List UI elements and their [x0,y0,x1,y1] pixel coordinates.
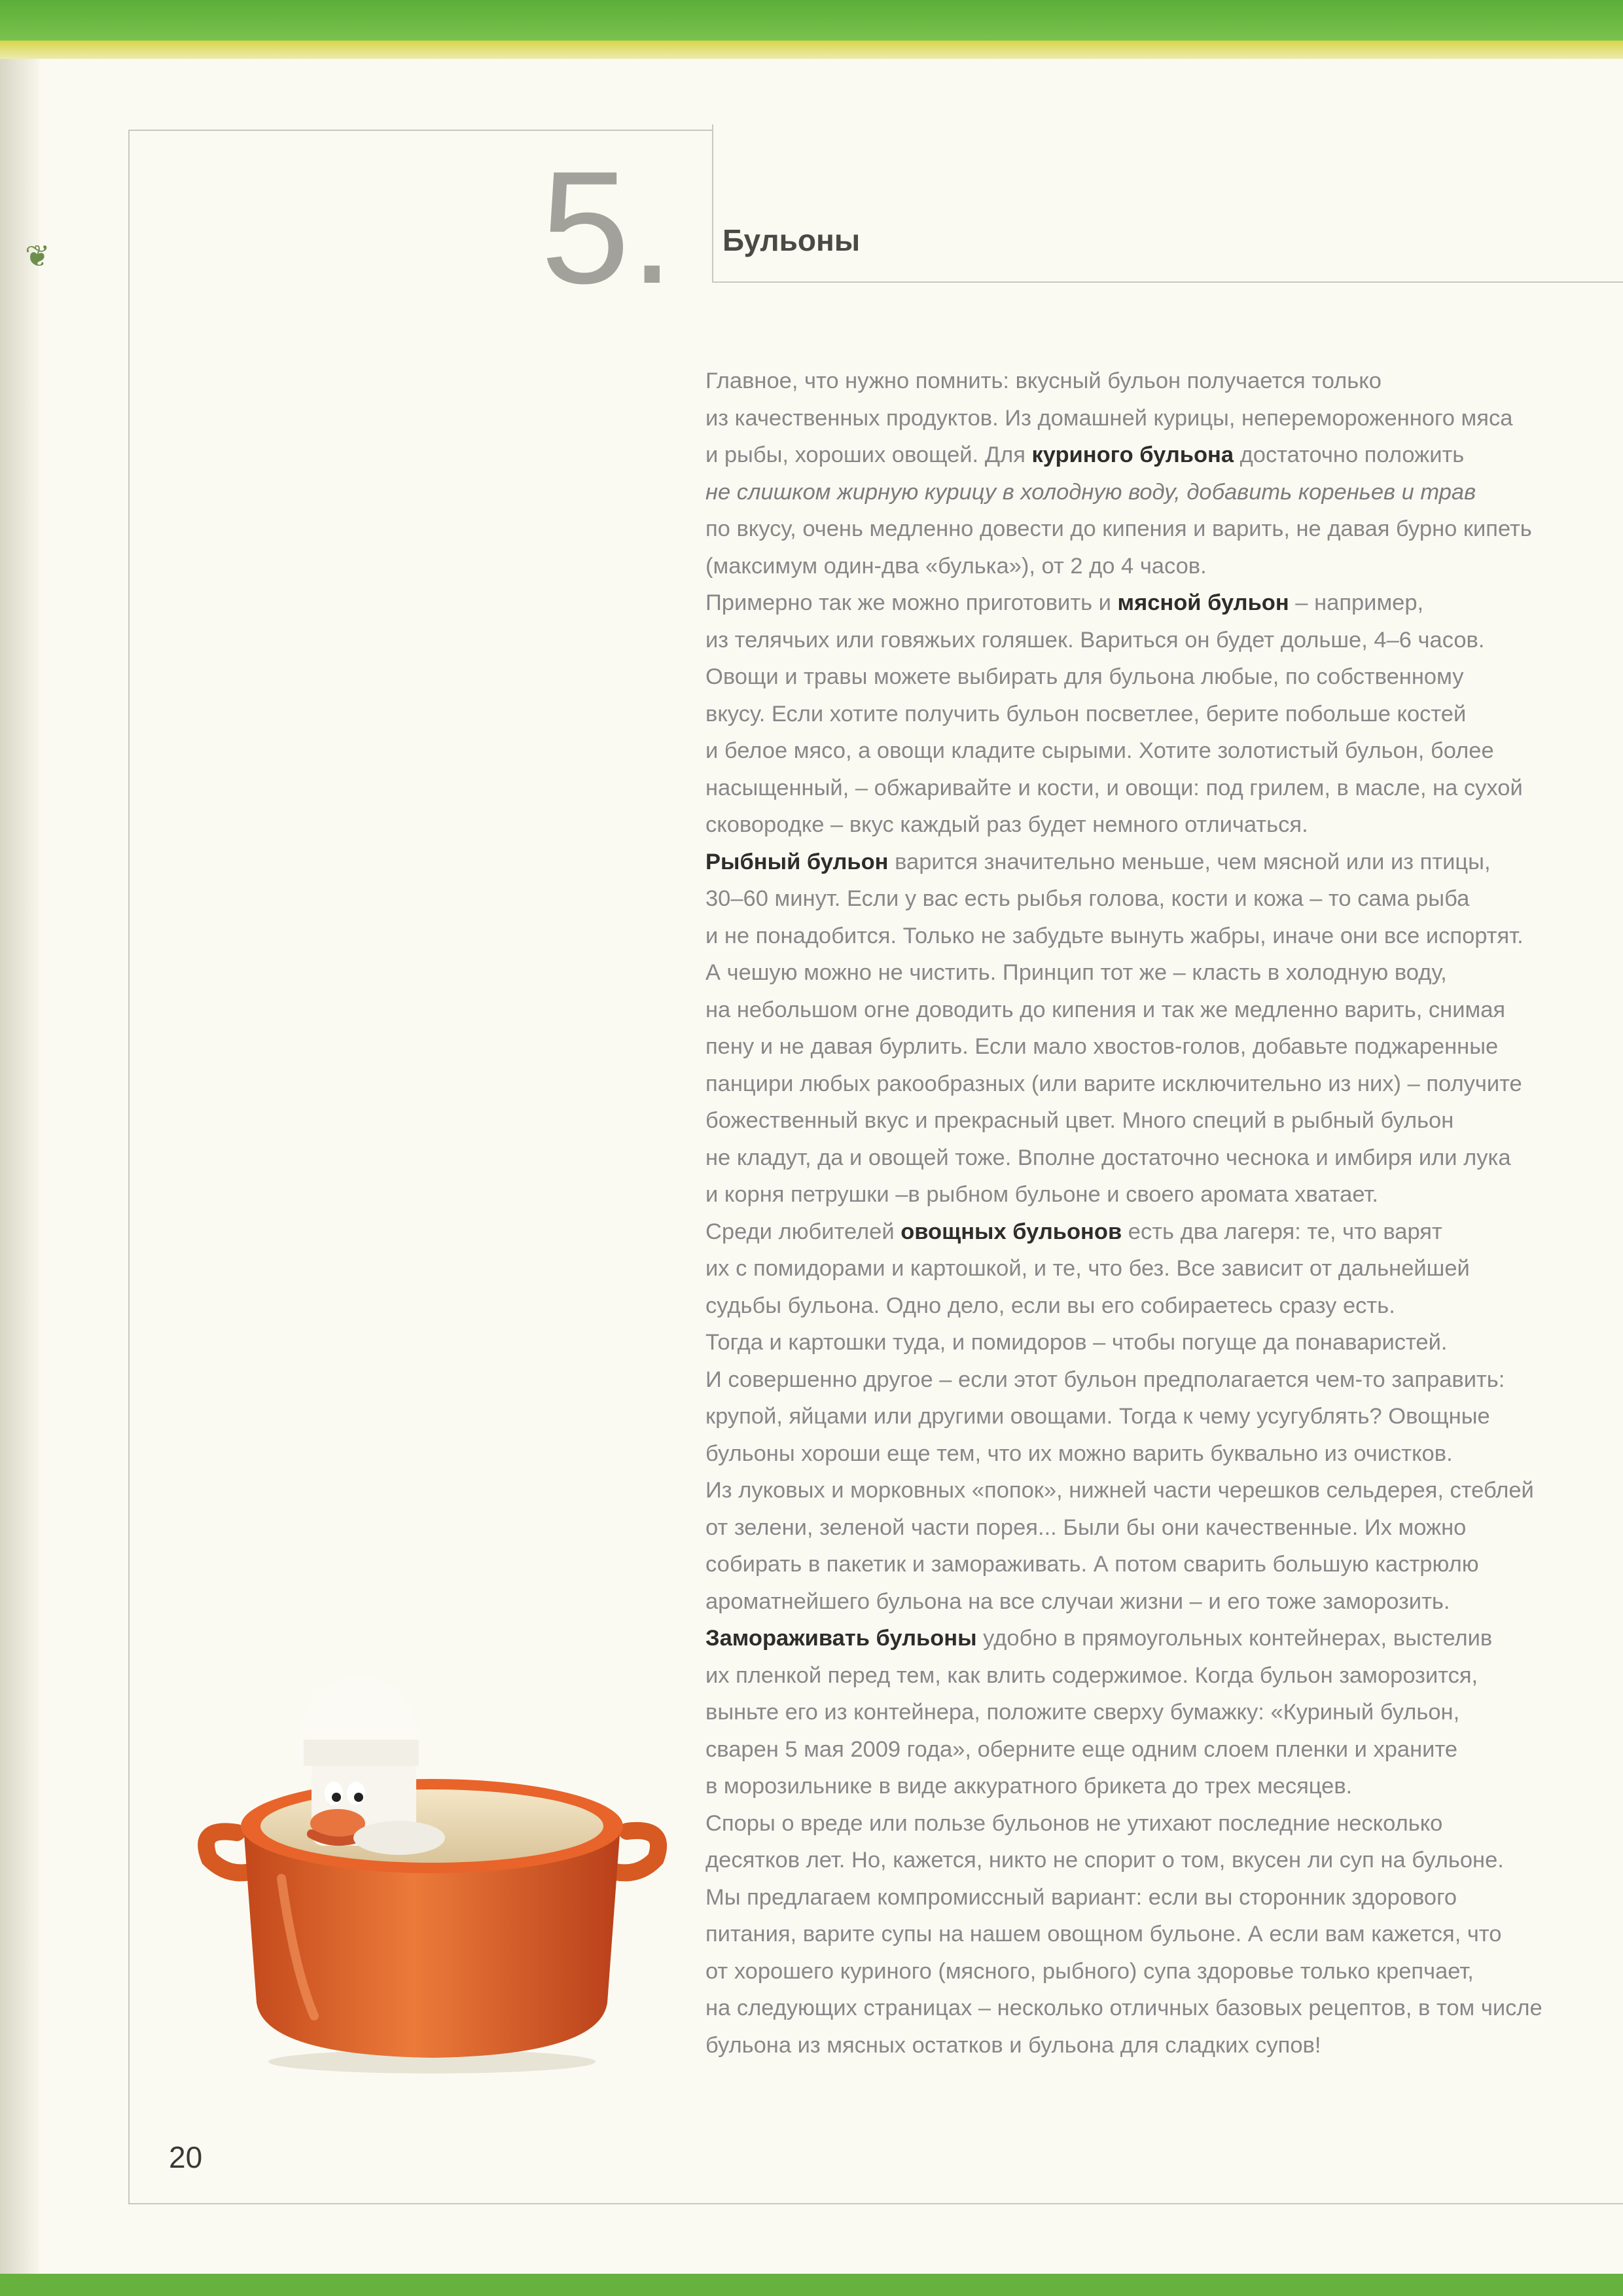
text-segment: Мы предлагаем компромиссный вариант: если вы сторонник здорового [705,1884,1457,1910]
chapter-title: Бульоны [722,223,861,257]
text-segment: по вкусу, очень медленно довести до кипения и варить, не давая бурно кипеть [705,516,1532,541]
text-line [705,1509,1615,1547]
cooking-pot-with-chef-icon [183,1662,681,2081]
text-segment: овощных бульонов [901,1219,1122,1244]
text-segment: крупой, яйцами или другими овощами. Тогда к чему усугублять? Овощные [705,1404,1490,1429]
text-line [705,1398,1615,1435]
text-segment: десятков лет. Но, кажется, никто не спорит о том, вкусен ли суп на бульоне. [705,1848,1504,1873]
chapter-number: 5. [541,137,675,317]
text-line [705,1657,1615,1695]
text-line [705,1990,1615,2027]
text-line [705,511,1615,548]
text-segment: Замораживать бульоны [705,1626,977,1651]
text-segment: Главное, что нужно помнить: вкусный бульон получается только [705,368,1382,393]
text-segment: питания, варите супы на нашем овощном бульоне. А если вам кажется, что [705,1922,1502,1946]
text-line [705,1879,1615,1916]
text-segment: удобно в прямоугольных контейнерах, выстелив [976,1626,1493,1651]
text-line [705,400,1615,437]
cover-edge-bottom [0,2274,1623,2296]
text-line [705,1731,1615,1768]
text-segment: Тогда и картошки туда, и помидоров – чтобы погуще да понаваристей. [705,1330,1448,1355]
text-segment: мясной бульон [1117,590,1289,615]
text-line [705,1472,1615,1509]
text-segment: от хорошего куриного (мясного, рыбного) супа здоровье только крепчает, [705,1958,1474,1984]
text-line [705,880,1615,918]
text-segment: панцири любых ракообразных (или варите исключительно из них) – получите [705,1071,1522,1096]
text-segment: не слишком жирную курицу в холодную воду, добавить кореньев и трав [705,479,1476,505]
text-line [705,1768,1615,1805]
text-segment: и белое мясо, а овощи кладите сырыми. Хотите золотистый бульон, более [705,738,1494,763]
text-segment: И совершенно другое – если этот бульон предполагается чем-то заправить: [705,1367,1505,1392]
text-segment: на следующих страницах – несколько отличных базовых рецептов, в том числе [705,1996,1543,2020]
text-segment: – например, [1289,590,1424,615]
text-segment: бульона из мясных остатков и бульона для сладких супов! [705,2032,1321,2058]
text-line [705,1361,1615,1399]
text-line [705,584,1615,622]
text-line [705,1805,1615,1842]
text-segment: и рыбы, хороших овощей. Для [705,442,1032,467]
text-segment: А чешую можно не чистить. Принцип тот же – класть в холодную воду, [705,960,1447,985]
text-segment: их пленкой перед тем, как влить содержимое. Когда бульон заморозится, [705,1662,1478,1688]
text-line [705,1916,1615,1953]
text-segment: достаточно положить [1234,442,1465,467]
text-segment: на небольшом огне доводить до кипения и так же медленно варить, снимая [705,997,1506,1022]
text-segment: есть два лагеря: те, что варят [1122,1219,1442,1244]
text-line [705,1102,1615,1139]
text-segment: Из луковых и морковных «попок», нижней части черешков сельдерея, стеблей [705,1478,1534,1503]
text-line [705,696,1615,733]
text-line [705,918,1615,955]
text-segment: Среди любителей [705,1219,901,1244]
text-line [705,1066,1615,1103]
book-spine [0,59,39,2274]
text-segment: сковородке – вкус каждый раз будет немного отличаться. [705,812,1308,837]
text-segment: пену и не давая бурлить. Если мало хвостов-голов, добавьте поджаренные [705,1034,1499,1059]
text-line [705,732,1615,770]
text-segment: Споры о вреде или пользе бульонов не утихают последние несколько [705,1810,1443,1836]
page-edge-top [0,41,1623,59]
text-line [705,1139,1615,1177]
text-segment: не кладут, да и овощей тоже. Вполне достаточно чеснока и имбиря или лука [705,1145,1511,1170]
text-line [705,1546,1615,1583]
text-line [705,1176,1615,1213]
text-line [705,1287,1615,1325]
text-segment: варится значительно меньше, чем мясной или из птицы, [888,849,1491,874]
text-segment: Примерно так же можно приготовить и [705,590,1118,615]
text-segment: из телячьих или говяжьих голяшек. Вариться он будет дольше, 4–6 часов. [705,627,1485,653]
text-line [705,1694,1615,1731]
text-line [705,844,1615,881]
text-segment: насыщенный, – обжаривайте и кости, и овощи: под грилем, в масле, на сухой [705,775,1523,800]
text-segment: выньте его из контейнера, положите сверху бумажку: «Куриный бульон, [705,1700,1460,1725]
text-segment: и не понадобится. Только не забудьте вынуть жабры, иначе они все испортят. [705,923,1524,948]
text-segment: Овощи и травы можете выбирать для бульона любые, по собственному [705,664,1464,689]
text-line [705,770,1615,807]
text-line [705,1583,1615,1621]
text-line [705,437,1615,474]
text-line [705,2027,1615,2064]
text-line [705,658,1615,696]
text-line [705,363,1615,400]
text-line [705,1028,1615,1066]
text-line [705,548,1615,585]
text-line [705,1324,1615,1361]
text-line [705,1620,1615,1657]
text-segment: ароматнейшего бульона на все случаи жизни – и его тоже заморозить. [705,1588,1450,1614]
text-segment: судьбы бульона. Одно дело, если вы его собираетесь сразу есть. [705,1293,1395,1318]
text-segment: вкусу. Если хотите получить бульон посветлее, берите побольше костей [705,701,1467,726]
cover-edge-top [0,0,1623,41]
leaf-icon: ❦ [25,239,50,273]
text-segment: сварен 5 мая 2009 года», оберните еще одним слоем пленки и храните [705,1736,1458,1762]
text-line [705,474,1615,511]
text-segment: 30–60 минут. Если у вас есть рыбья голова, кости и кожа – то сама рыба [705,886,1470,911]
text-segment: куриного бульона [1031,442,1234,467]
text-segment: Рыбный бульон [705,849,889,874]
text-line [705,622,1615,659]
text-segment: божественный вкус и прекрасный цвет. Много специй в рыбный бульон [705,1108,1454,1133]
text-segment: бульоны хороши еще тем, что их можно варить буквально из очистков. [705,1441,1453,1466]
text-line [705,806,1615,844]
text-segment: их с помидорами и картошкой, и те, что без. Все зависит от дальнейшей [705,1256,1470,1281]
text-segment: в морозильнике в виде аккуратного брикета до трех месяцев. [705,1774,1353,1799]
text-line [705,1213,1615,1251]
text-line [705,1435,1615,1473]
text-line [705,992,1615,1029]
text-segment: собирать в пакетик и замораживать. А потом сварить большую кастрюлю [705,1552,1479,1577]
text-segment: из качественных продуктов. Из домашней курицы, неперемороженного мяса [705,405,1513,431]
text-line [705,1842,1615,1879]
text-segment: от зелени, зеленой части порея... Были бы они качественные. Их можно [705,1515,1467,1540]
text-line [705,1250,1615,1287]
text-line [705,1953,1615,1990]
article-body [705,363,1615,2064]
text-line [705,954,1615,992]
page-number: 20 [169,2140,203,2174]
text-segment: и корня петрушки –в рыбном бульоне и своего аромата хватает. [705,1182,1378,1207]
text-segment: (максимум один-два «булька»), от 2 до 4 часов. [705,553,1207,579]
